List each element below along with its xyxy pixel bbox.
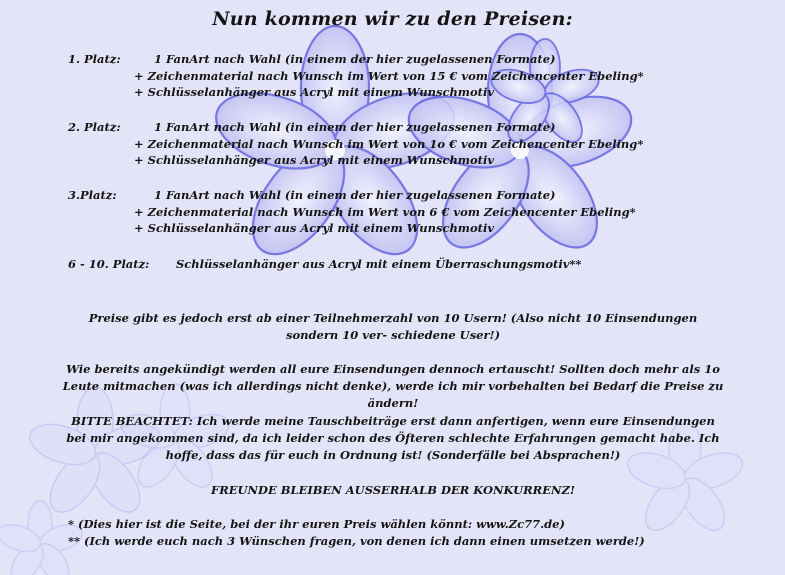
prize-label: 2. Platz: bbox=[68, 120, 121, 134]
prize-label: 6 - 10. Platz: bbox=[68, 257, 150, 271]
announcement-text: Wie bereits angekündigt werden all eure Einsendungen dennoch ertauscht! Sollten doch mehr als 1o Leute mitmachen (was ich allerdings nicht denke), werde ich mir vorbehalten bei Bedarf die Preise zu ändern! bbox=[62, 362, 724, 410]
prize-line: + Schlüsselanhänger aus Acryl mit einem Wunschmotiv bbox=[134, 85, 495, 99]
footnote-1: * (Dies hier ist die Seite, bei der ihr euren Preis wählen könnt: www.Zc77.de) bbox=[68, 517, 565, 531]
prize-line: + Schlüsselanhänger aus Acryl mit einem Wunschmotiv bbox=[134, 153, 495, 167]
prize-line: Schlüsselanhänger aus Acryl mit einem Überraschungsmotiv** bbox=[176, 257, 582, 271]
prize-line: + Zeichenmaterial nach Wunsch im Wert von 1o € vom Zeichencenter Ebeling* bbox=[134, 136, 644, 151]
prize-line: 1 FanArt nach Wahl (in einem der hier zugelassenen Formate) bbox=[154, 120, 556, 134]
prize-label: 1. Platz: bbox=[68, 52, 121, 66]
min-participants-text: Preise gibt es jedoch erst ab einer Teilnehmerzahl von 10 Usern! (Also nicht 10 Einsendungen sondern 10 ver- schiedene User!) bbox=[88, 311, 698, 342]
prize-line: 1 FanArt nach Wahl (in einem der hier zugelassenen Formate) bbox=[154, 52, 556, 66]
prize-line: + Zeichenmaterial nach Wunsch im Wert von 6 € vom Zeichencenter Ebeling* bbox=[134, 204, 636, 219]
footnote-2: ** (Ich werde euch nach 3 Wünschen fragen, von denen ich dann einen umsetzen werde!) bbox=[68, 534, 645, 548]
notice-text: BITTE BEACHTET: Ich werde meine Tauschbeiträge erst dann anfertigen, wenn eure Einsendungen bei mir angekommen sind, da ich leider schon des Öfteren schlechte Erfahrungen gemacht habe. Ich hoffe, dass das für euch in Ordnung ist! (Sonderfälle bei Absprachen!) bbox=[66, 414, 720, 462]
page-title: Nun kommen wir zu den Preisen: bbox=[212, 8, 573, 30]
prize-line: + Zeichenmaterial nach Wunsch im Wert von 15 € vom Zeichencenter Ebeling* bbox=[134, 68, 644, 83]
prize-line: 1 FanArt nach Wahl (in einem der hier zugelassenen Formate) bbox=[154, 188, 556, 202]
prize-line: + Schlüsselanhänger aus Acryl mit einem Wunschmotiv bbox=[134, 221, 495, 235]
prize-label: 3.Platz: bbox=[68, 188, 117, 202]
friends-text: FREUNDE BLEIBEN AUSSERHALB DER KONKURRENZ! bbox=[211, 483, 575, 497]
